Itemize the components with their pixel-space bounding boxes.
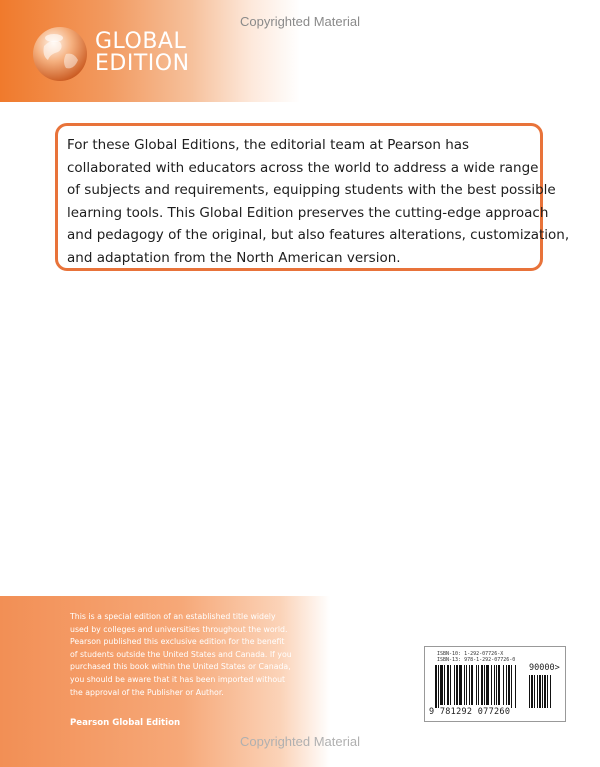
barcode-bar	[494, 665, 495, 705]
info-line: learning tools. This Global Edition preserves the cutting-edge approach	[67, 204, 549, 221]
addon-bar	[550, 675, 551, 708]
disclaimer-line: you should be aware that it has been imported without	[70, 674, 286, 684]
barcode-bar	[498, 665, 500, 705]
isbn-barcode	[424, 646, 566, 722]
barcode-bar	[440, 665, 443, 705]
addon-bar	[529, 675, 530, 708]
barcode-bar	[478, 665, 479, 705]
barcode-bar	[508, 665, 510, 705]
barcode-bar	[454, 665, 455, 705]
barcode-bar	[511, 665, 512, 708]
info-line: collaborated with educators across the world to address a wide range	[67, 159, 539, 176]
barcode-bar	[515, 665, 516, 708]
disclaimer-line: of students outside the United States and Canada. If you	[70, 649, 292, 659]
barcode-bar	[481, 665, 483, 705]
barcode-bar	[503, 665, 504, 705]
isbn-13-text: ISBN-13: 978-1-292-07726-0	[437, 657, 516, 663]
globe-icon	[30, 24, 90, 84]
special-edition-disclaimer	[70, 611, 292, 699]
barcode-bar	[491, 665, 492, 705]
addon-bar	[534, 675, 535, 708]
info-line: For these Global Editions, the editorial team at Pearson has	[67, 137, 470, 153]
disclaimer-line: purchased this book within the United States or Canada,	[70, 662, 291, 672]
addon-bar	[542, 675, 543, 708]
disclaimer-line: This is a special edition of an established title widely	[70, 612, 276, 621]
disclaimer-line: the approval of the Publisher or Author.	[70, 687, 224, 697]
edition-line-2: EDITION	[95, 51, 190, 76]
barcode-bar	[447, 665, 449, 705]
barcode-bar	[506, 665, 507, 705]
addon-bar	[547, 675, 548, 708]
info-line: of subjects and requirements, equipping students with the best possible	[67, 182, 556, 198]
edition-line-1: GLOBAL	[95, 29, 187, 54]
barcode-bar	[486, 665, 489, 705]
addon-bar	[531, 675, 533, 708]
info-line: and pedagogy of the original, but also features alterations, customization,	[67, 227, 570, 243]
barcode-bar	[466, 665, 467, 705]
global-edition-info-box	[55, 123, 570, 271]
barcode-digits: 9 781292 077260	[429, 707, 511, 717]
barcode-bar	[444, 665, 445, 705]
barcode-bar	[469, 665, 470, 705]
disclaimer-line: used by colleges and universities throughout the world.	[70, 624, 288, 634]
isbn-10-text: ISBN-10: 1-292-07726-X	[437, 651, 504, 657]
watermark-top: Copyrighted Material	[240, 14, 360, 29]
addon-bar	[539, 675, 541, 708]
addon-bar	[544, 675, 546, 708]
barcode-bar	[456, 665, 458, 705]
info-line: and adaptation from the North American version.	[67, 249, 401, 266]
price-code: 90000>	[529, 663, 560, 673]
barcode-bar	[496, 665, 497, 705]
watermark-bottom: Copyrighted Material	[240, 734, 360, 749]
barcode-bar	[484, 665, 485, 705]
barcode-bar	[471, 665, 473, 705]
barcode-bar	[459, 665, 462, 705]
barcode-bar	[435, 665, 437, 708]
barcode-bar	[450, 665, 451, 705]
publisher-label: Pearson Global Edition	[70, 718, 181, 728]
global-edition-title	[95, 31, 190, 75]
barcode-bar	[464, 665, 465, 705]
barcode-bar	[438, 665, 439, 708]
addon-bar	[537, 675, 538, 708]
disclaimer-line: Pearson published this exclusive edition for the benefit	[70, 637, 285, 647]
barcode-bar	[476, 665, 477, 705]
